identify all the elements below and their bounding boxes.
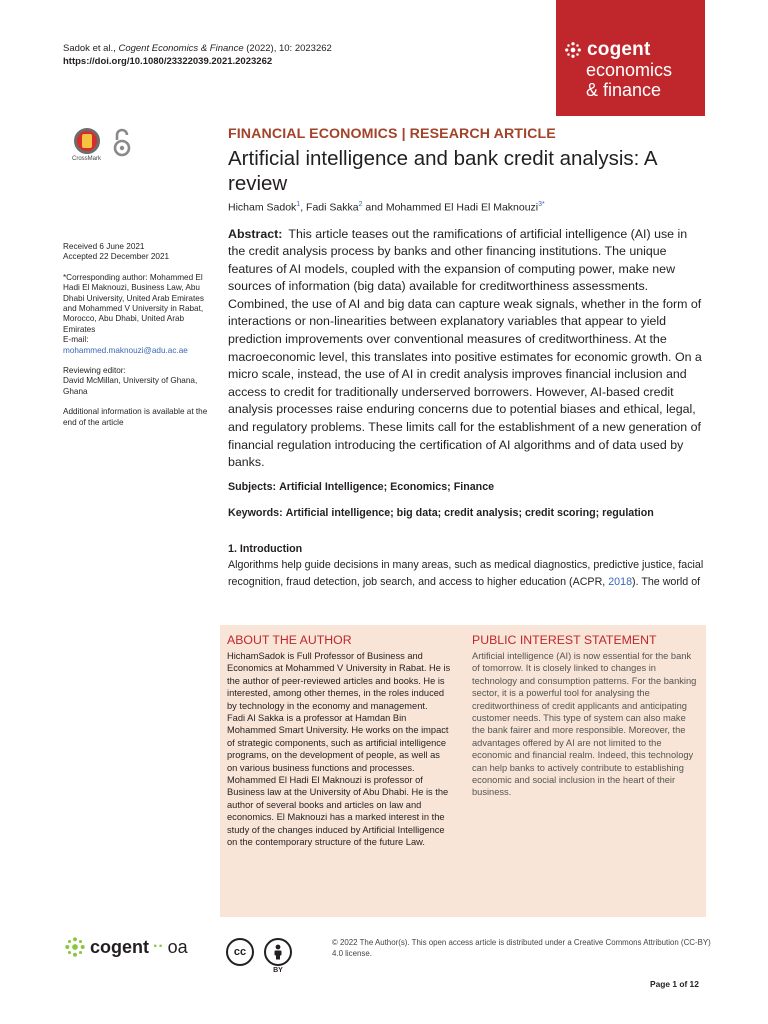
citation-journal: Cogent Economics & Finance (118, 43, 244, 54)
keywords-text: Artificial intelligence; big data; credit analysis; credit scoring; regulation (285, 506, 654, 519)
author-list (228, 201, 706, 214)
citation-authors: Sadok et al., (63, 43, 119, 54)
additional-info: Additional information is available at the end of the article (63, 407, 208, 427)
author-separator: and (362, 201, 386, 214)
attribution-person-icon (264, 938, 292, 966)
abstract-label: Abstract: (228, 226, 283, 241)
about-author-body: HichamSadok is Full Professor of Business and Economics at Mohammed V University in Rabat. He is the author of peer-reviewed articles and books. He is interested, among other themes, in the roles induced by technology in the economy and management. Fadi Al Sakka is a professor at Hamdan Bin Mohammed Smart University. He works on the impact of strategic components, such as artificial intelligence programs, on the development of people, as well as on various business functions and processes. Mohammed El Hadi El Maknouzi is professor of Business law at the University of Abu Dhabi. He is the author of several books and articles on law and economics. El Maknouzi has a marked interest in the study of the changes induced by Artificial Intelligence on the contemporary structure of the future Law. (227, 651, 451, 848)
keywords-label: Keywords: (228, 506, 283, 519)
author-affiliation-mark: 3* (538, 201, 545, 208)
corresponding-author-text: *Corresponding author: Mohammed El Hadi El Maknouzi, Business Law, Abu Dhabi University, United Arab Emirates and Mohammed V University in Rabat, Morocco, Abu Dhabi, United Arab Emirates (63, 272, 204, 334)
person-icon (272, 944, 284, 960)
section-label: FINANCIAL ECONOMICS | RESEARCH ARTICLE (228, 126, 556, 142)
author-affiliation-mark: 1 (296, 201, 301, 208)
received-accepted (63, 242, 213, 263)
brand-name: cogent (587, 39, 651, 60)
email-label: E-mail: (63, 335, 89, 345)
subjects (228, 481, 706, 493)
crossmark-badge[interactable] (72, 128, 101, 162)
keywords (228, 507, 706, 519)
cogent-oa-logo-icon (64, 936, 86, 958)
by-badge (264, 938, 292, 974)
article-main (228, 126, 706, 591)
public-interest-heading: PUBLIC INTEREST STATEMENT (472, 633, 657, 647)
license-text: © 2022 The Author(s). This open access article is distributed under a Creative Commons Attribution (CC-BY) 4.0 license. (332, 938, 711, 958)
author-name[interactable]: Mohammed El Hadi El Maknouzi (385, 201, 539, 214)
cc-icon: cc (226, 938, 254, 966)
journal-brand-logo (556, 0, 705, 116)
corresponding-author (63, 273, 213, 356)
citation (63, 42, 332, 68)
author-info-panel (220, 625, 706, 917)
intro-text (228, 557, 706, 591)
intro-body: Algorithms help guide decisions in many areas, such as medical diagnostics, predictive justice, facial recognition, fraud detection, job search, and access to higher education (ACPR, (228, 558, 704, 588)
intro-heading: 1. Introduction (228, 542, 303, 555)
author-name[interactable]: Fadi Sakka (306, 201, 359, 214)
oa-logo-word1: cogent (90, 936, 150, 957)
intro-tail: ). The world of (632, 575, 701, 588)
cogent-logo-icon (564, 41, 582, 59)
author-separator: , (300, 201, 307, 214)
brand-line-1: economics (586, 60, 673, 80)
oa-logo-word2: oa (167, 936, 188, 957)
reviewing-editor-name: David McMillan, University of Ghana, Ghana (63, 376, 198, 396)
creative-commons-badge[interactable] (226, 938, 292, 974)
citation-volume: (2022), 10: 2023262 (243, 43, 332, 54)
about-author-text (227, 650, 451, 849)
by-label: BY (273, 967, 283, 974)
accepted-date: Accepted 22 December 2021 (63, 252, 170, 262)
author-name[interactable]: Hicham Sadok (228, 201, 297, 214)
public-interest-text: Artificial intelligence (AI) is now essential for the bank of tomorrow. It is closely linked to changes in technology and consumption patterns. For the banking sector, it is a powerful tool for analysing the creditworthiness of credit applicants and anticipating customer needs. This type of system can also make the bank fairer and more responsible. Moreover, the advantages offered by AI are not limited to the economic and financial realm. Indeed, this technology can help banks to actively contribute to establishing economic and social inclusion in the heart of their business. (472, 651, 697, 798)
abstract-text: This article teases out the ramifications of artificial intelligence (AI) use in the credit analysis process by banks and other financing institutions. The unique features of AI models, coupled with the expansion of computing power, make new sources of information (big data) available for creditworthiness assessments. Combined, the use of AI and big data can capture weak signals, whether in the form of interactions or non-linearities between explanatory variables that appear to yield prediction improvements over conventional measures of creditworthiness. At the macroeconomic level, this translates into positive estimates for economic growth. On a micro scale, instead, the use of AI in credit analysis improves financial inclusion and access to credit for traditionally underserved borrowers. However, AI-based credit analysis processes raise enduring concerns due to potential biases and ethical, legal, and regulatory problems. These limits call for the establishment of a new generation of financial regulation introducing the certification of AI algorithms and of data used by banks. (228, 226, 702, 470)
open-access-icon (113, 128, 131, 158)
citation-reference-link[interactable]: 2018 (608, 575, 633, 588)
about-author-column (227, 633, 451, 849)
public-interest-column (472, 633, 700, 799)
cogent-oa-logo (64, 936, 188, 958)
brand-line-2: & finance (586, 80, 662, 100)
crossmark-icon (74, 128, 100, 154)
abstract (228, 226, 706, 472)
subjects-text: Artificial Intelligence; Economics; Finance (279, 480, 495, 493)
badges (72, 128, 131, 162)
doi-link[interactable]: https://doi.org/10.1080/23322039.2021.2023262 (63, 56, 273, 67)
article-title: Artificial intelligence and bank credit analysis: A review (228, 147, 657, 195)
oa-logo-dots: ·· (153, 938, 164, 955)
crossmark-label: CrossMark (72, 156, 102, 162)
page-number: Page 1 of 12 (650, 979, 699, 989)
article-sidebar (63, 242, 213, 438)
about-author-heading: ABOUT THE AUTHOR (227, 633, 352, 647)
email-link[interactable]: mohammed.maknouzi@adu.ac.ae (63, 345, 188, 355)
reviewing-editor (63, 366, 213, 397)
author-affiliation-mark: 2 (358, 201, 363, 208)
subjects-label: Subjects: (228, 480, 277, 493)
reviewing-editor-label: Reviewing editor: (63, 366, 126, 376)
received-date: Received 6 June 2021 (63, 242, 145, 251)
